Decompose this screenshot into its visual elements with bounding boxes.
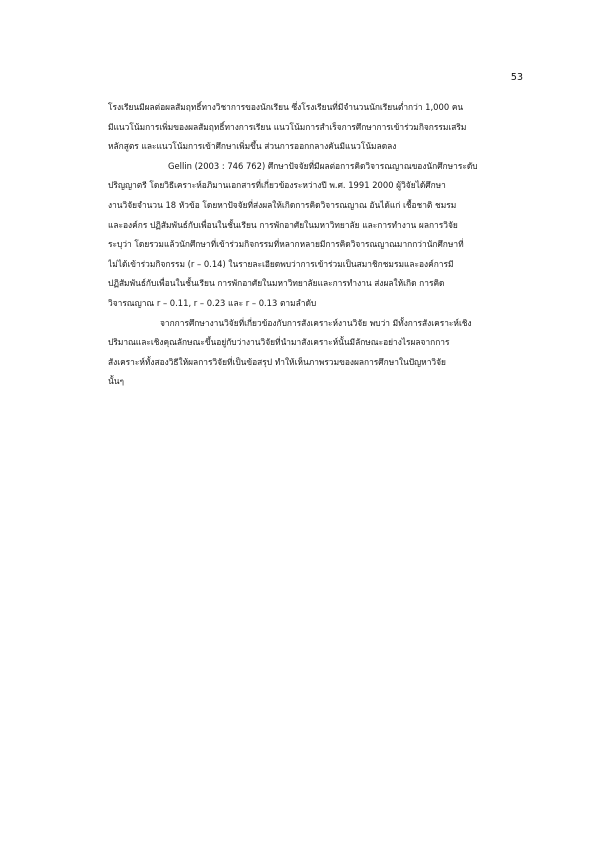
- paragraph-2-line-5: ระบุว่า โดยรวมแล้วนักศึกษาที่เข้าร่วมกิจกรรมที่หลากหลายมีการคิดวิจารณญาณมากกว่านักศึกษาที่: [108, 239, 464, 250]
- body-text: [108, 98, 532, 392]
- paragraph-2-line-2: ปริญญาตรี โดยวิธีเคราะห์อภิมานเอกสารที่เกี่ยวข้องระหว่างปี พ.ศ. 1991 2000 ผู้วิจัยได้ศึกษา: [108, 180, 446, 191]
- paragraph-2-line-7: ปฏิสัมพันธ์กับเพื่อนในชั้นเรียน การพักอาศัยในมหาวิทยาลัยและการทำงาน ส่งผลให้เกิด การคิด: [108, 278, 445, 289]
- paragraph-2-line-8: วิจารณญาณ r – 0.11, r – 0.23 และ r – 0.13 ตามลำดับ: [108, 297, 317, 308]
- paragraph-1-line-1: โรงเรียนมีผลต่อผลสัมฤทธิ์ทางวิชาการของนักเรียน ซึ่งโรงเรียนที่มีจำนวนนักเรียนต่ำกว่า 1,000 คน: [108, 102, 464, 112]
- paragraph-3-line-2: ปริมาณและเชิงคุณลักษณะขึ้นอยู่กับว่างานวิจัยที่นำมาสังเคราะห์นั้นมีลักษณะอย่างไรผลจากการ: [108, 337, 450, 348]
- paragraph-3-line-4: นั้นๆ: [108, 376, 124, 387]
- paragraph-2-line-1: Gellin (2003 : 746 762) ศึกษาปัจจัยที่มีผลต่อการคิดวิจารณญาณของนักศึกษาระดับ: [168, 160, 478, 171]
- paragraph-1-line-3: หลักสูตร และแนวโน้มการเข้าศึกษาเพิ่มขึ้น ส่วนการออกกลางคันมีแนวโน้มลดลง: [108, 141, 397, 152]
- paragraph-1-line-2: มีแนวโน้มการเพิ่มของผลสัมฤทธิ์ทางการเรียน แนวโน้มการสำเร็จการศึกษาการเข้าร่วมกิจกรรมเสริม: [108, 121, 467, 132]
- page-number: 53: [510, 72, 523, 83]
- paragraph-2-line-3: งานวิจัยจำนวน 18 หัวข้อ โดยหาปัจจัยที่ส่งผลให้เกิดการคิดวิจารณญาณ อันได้แก่ เชื้อชาติ ชมรม: [108, 199, 457, 210]
- paragraph-2-line-4: และองค์กร ปฏิสัมพันธ์กับเพื่อนในชั้นเรียน การพักอาศัยในมหาวิทยาลัย และการทำงาน ผลการวิจัย: [108, 219, 458, 230]
- paragraph-3-line-1: จากการศึกษางานวิจัยที่เกี่ยวข้องกับการสังเคราะห์งานวิจัย พบว่า มีทั้งการสังเคราะห์เชิง: [160, 317, 472, 328]
- paragraph-2-line-6: ไม่ได้เข้าร่วมกิจกรรม (r – 0.14) ในรายละเอียดพบว่าการเข้าร่วมเป็นสมาชิกชมรมและองค์การมี: [108, 258, 454, 269]
- paragraph-3-line-3: สังเคราะห์ทั้งสองวิธีให้ผลการวิจัยที่เป็นข้อสรุป ทำให้เห็นภาพรวมของผลการศึกษาในปัญหาวิจัย: [108, 356, 446, 367]
